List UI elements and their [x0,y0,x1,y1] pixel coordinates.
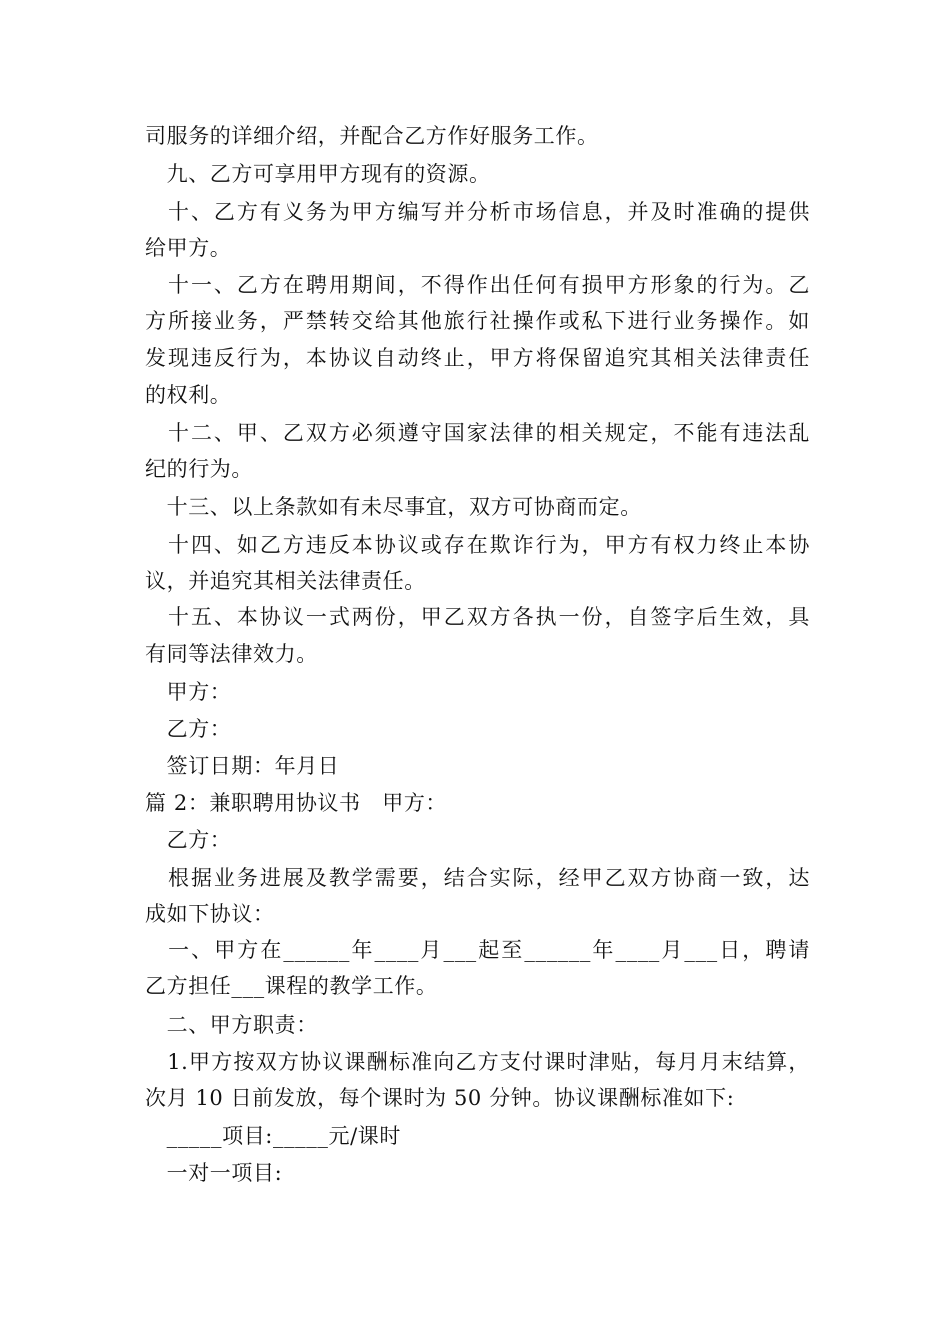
text-line: 篇 2：兼职聘用协议书 甲方： [145,791,448,815]
text-line: 的权利。 [145,383,232,407]
text-line: 有同等法律效力。 [145,642,318,666]
text-line: 十一、乙方在聘用期间，不得作出任何有损甲方形象的行为。乙 [145,273,810,297]
text-line: _____项目:_____元/课时 [145,1124,401,1148]
text-line: 方所接业务，严禁转交给其他旅行社操作或私下进行业务操作。如 [145,309,810,333]
text-line: 签订日期：年月日 [145,754,340,778]
text-line: 成如下协议： [145,902,275,926]
text-line: 一对一项目: [145,1161,283,1185]
text-line: 1.甲方按双方协议课酬标准向乙方支付课时津贴，每月月末结算， [145,1050,810,1074]
text-line: 二、甲方职责： [145,1013,318,1037]
text-line: 发现违反行为，本协议自动终止，甲方将保留追究其相关法律责任 [145,346,810,370]
text-line: 次月 10 日前发放，每个课时为 50 分钟。协议课酬标准如下: [145,1086,735,1110]
text-line: 乙方担任___课程的教学工作。 [145,974,438,998]
text-line: 十二、甲、乙双方必须遵守国家法律的相关规定，不能有违法乱 [145,421,810,445]
text-line: 十三、以上条款如有未尽事宜，双方可协商而定。 [145,495,642,519]
text-line: 十四、如乙方违反本协议或存在欺诈行为，甲方有权力终止本协 [145,533,810,557]
text-line: 一、甲方在______年____月___起至______年____月___日，聘请 [145,938,810,962]
text-line: 乙方： [145,828,232,852]
text-line: 十、乙方有义务为甲方编写并分析市场信息，并及时准确的提供 [145,200,810,224]
text-line: 根据业务进展及教学需要，结合实际，经甲乙双方协商一致，达 [145,866,810,890]
text-line: 给甲方。 [145,236,232,260]
text-line: 九、乙方可享用甲方现有的资源。 [145,162,491,186]
text-line: 十五、本协议一式两份，甲乙双方各执一份，自签字后生效，具 [145,605,810,629]
text-line: 议，并追究其相关法律责任。 [145,569,426,593]
text-line: 司服务的详细介绍，并配合乙方作好服务工作。 [145,124,599,148]
text-line: 乙方： [145,717,232,741]
text-line: 纪的行为。 [145,457,253,481]
text-line: 甲方： [145,680,232,704]
